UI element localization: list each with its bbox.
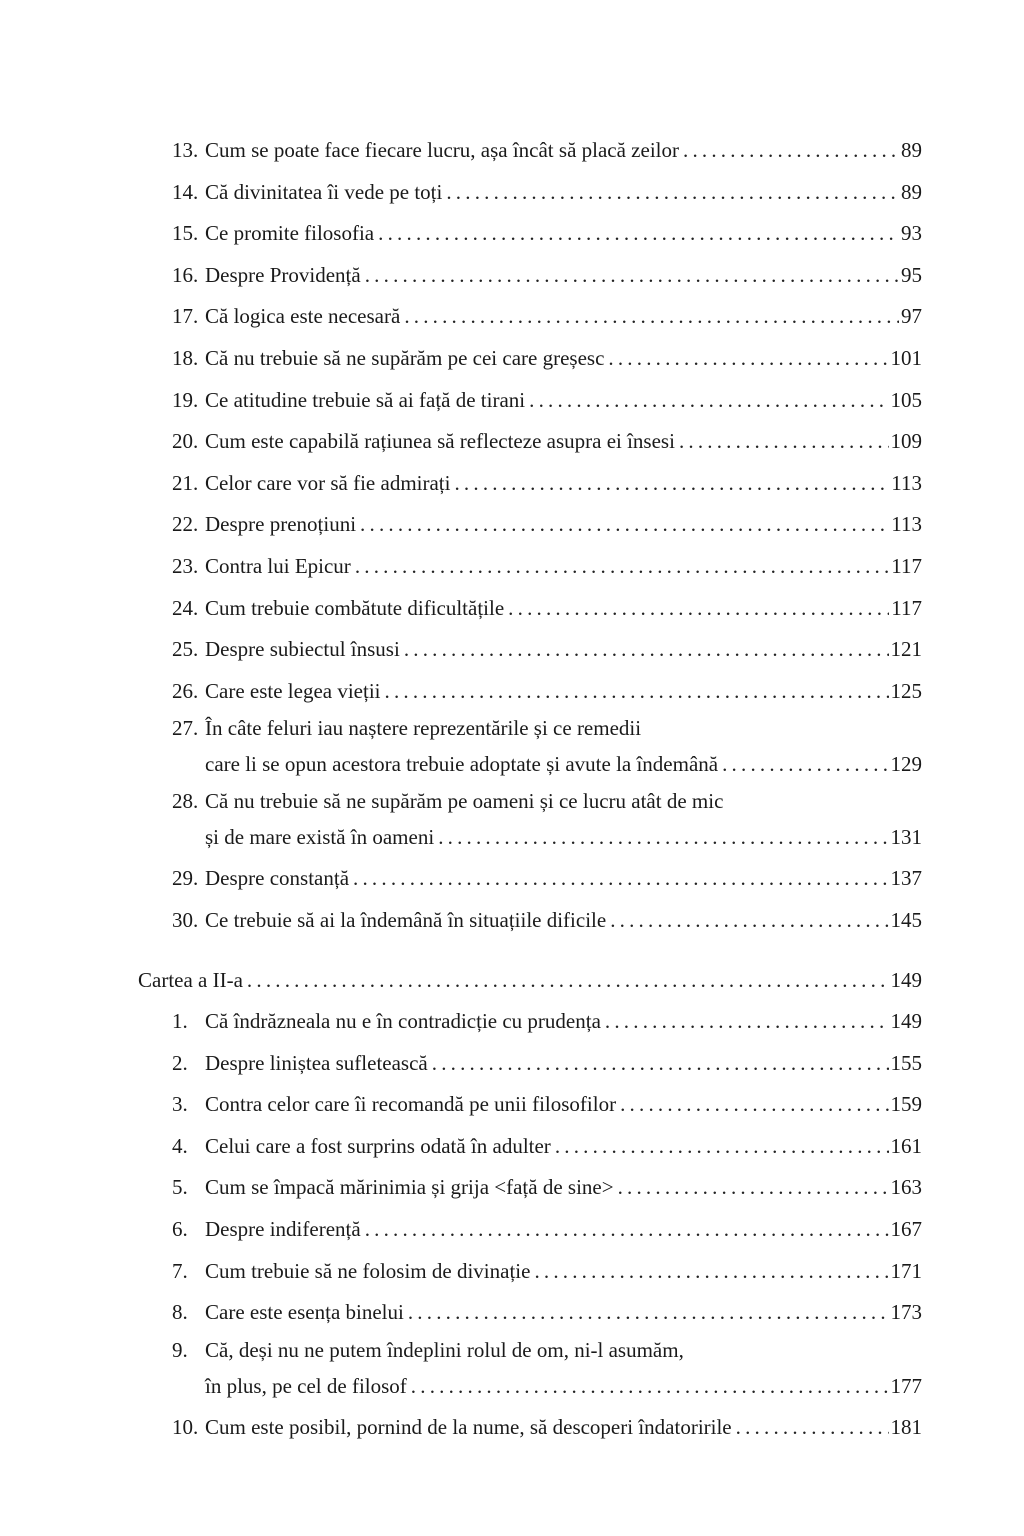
toc-entry	[0, 1084, 1024, 1126]
toc-entry	[0, 629, 1024, 671]
entry-title: Despre Providență	[205, 255, 365, 297]
toc-entry	[0, 338, 1024, 380]
entry-title: Cum este capabilă rațiunea să reflecteze asupra ei însesi	[205, 421, 679, 463]
toc-entry	[0, 172, 1024, 214]
entry-title: Care este esența binelui	[205, 1292, 408, 1334]
toc-entry	[0, 785, 1024, 858]
entry-page: 121	[890, 637, 922, 662]
entry-title: Despre subiectul însusi	[205, 629, 404, 671]
entry-number: 10.	[172, 1414, 199, 1439]
entry-number: 20.	[172, 429, 199, 454]
toc-entry	[0, 255, 1024, 297]
toc-entry	[0, 213, 1024, 255]
entry-number: 4.	[172, 1133, 188, 1158]
entry-title: Ce promite filosofia	[205, 213, 378, 255]
entry-title: Celui care a fost surprins odată în adulter	[205, 1126, 555, 1168]
entry-title: Că nu trebuie să ne supărăm pe cei care greșesc	[205, 338, 608, 380]
toc-entry	[0, 463, 1024, 505]
entry-page: 129	[890, 752, 922, 777]
entry-number: 26.	[172, 678, 199, 703]
entry-number: 18.	[172, 345, 199, 370]
entry-page: 95	[901, 262, 922, 287]
entry-title: Despre liniștea sufletească	[205, 1043, 432, 1085]
entry-title: Contra celor care îi recomandă pe unii filosofilor	[205, 1084, 620, 1126]
entry-number: 30.	[172, 907, 199, 932]
entry-title: Celor care vor să fie admirați	[205, 463, 454, 505]
entry-number: 1.	[172, 1009, 188, 1034]
entry-page: 93	[901, 221, 922, 246]
entry-title: Cum se împacă mărinimia și grija <față de sine>	[205, 1167, 618, 1209]
toc-entry	[0, 1209, 1024, 1251]
entry-title-line1: Că, deși nu ne putem îndeplini rolul de om, ni-l asumăm,	[205, 1337, 684, 1362]
entry-page: 101	[890, 345, 922, 370]
entry-number: 24.	[172, 595, 199, 620]
entry-page: 159	[890, 1092, 922, 1117]
toc-entry	[0, 900, 1024, 942]
toc-entry	[0, 1251, 1024, 1293]
entry-number: 13.	[172, 138, 199, 162]
toc-entry	[0, 671, 1024, 713]
toc-entry	[0, 712, 1024, 785]
entry-page: 113	[891, 470, 922, 495]
entry-number: 7.	[172, 1258, 188, 1283]
entry-title: Contra lui Epicur	[205, 546, 355, 588]
entry-title-line1: Că nu trebuie să ne supărăm pe oameni și ce lucru atât de mic	[205, 789, 724, 814]
entry-title: Despre prenoțiuni	[205, 504, 360, 546]
entry-title-line2: care li se opun acestora trebuie adoptate și avute la îndemână	[205, 744, 722, 785]
entry-title: Despre indiferență	[205, 1209, 365, 1251]
toc-entry	[0, 1043, 1024, 1085]
toc-entry	[0, 588, 1024, 630]
entry-page: 89	[901, 179, 922, 204]
entry-number: 17.	[172, 304, 199, 329]
entry-number: 16.	[172, 262, 199, 287]
entry-number: 2.	[172, 1050, 188, 1075]
entry-title: Ce trebuie să ai la îndemână în situațiile dificile	[205, 900, 610, 942]
toc-entry	[0, 380, 1024, 422]
entry-page: 89	[901, 138, 922, 162]
entry-number: 14.	[172, 179, 199, 204]
entry-page: 181	[890, 1414, 922, 1439]
entry-title: Care este legea vieții	[205, 671, 385, 713]
entry-page: 171	[890, 1258, 922, 1283]
entry-page: 145	[890, 907, 922, 932]
toc-entry	[0, 130, 1024, 172]
toc-entry	[0, 1292, 1024, 1334]
entry-number: 23.	[172, 553, 199, 578]
entry-page: 177	[890, 1373, 922, 1398]
entry-title: Cum este posibil, pornind de la nume, să descoperi îndatoririle	[205, 1407, 736, 1449]
entry-title: Cum se poate face fiecare lucru, așa încât să placă zeilor	[205, 130, 683, 172]
toc-entry	[0, 1126, 1024, 1168]
toc-entry	[0, 1001, 1024, 1043]
entry-title: Că divinitatea îi vede pe toți	[205, 172, 446, 214]
entry-page: 167	[890, 1217, 922, 1242]
entry-number: 9.	[172, 1337, 188, 1362]
toc-entry	[0, 421, 1024, 463]
book-page: 149	[890, 967, 922, 992]
entry-title: Că logica este necesară	[205, 296, 404, 338]
entry-page: 163	[890, 1175, 922, 1200]
entry-number: 27.	[172, 716, 199, 741]
entry-page: 117	[891, 595, 922, 620]
entry-page: 109	[890, 429, 922, 454]
entry-page: 97	[901, 304, 922, 329]
book-title: Cartea a II-a	[138, 960, 247, 1002]
entry-page: 161	[890, 1133, 922, 1158]
entry-number: 3.	[172, 1092, 188, 1117]
entry-number: 6.	[172, 1217, 188, 1242]
entry-page: 173	[890, 1300, 922, 1325]
book-heading	[0, 960, 1024, 1002]
toc-entry	[0, 1167, 1024, 1209]
toc-entry	[0, 1334, 1024, 1407]
entry-page: 131	[890, 825, 922, 850]
entry-number: 29.	[172, 866, 199, 891]
toc-entry	[0, 504, 1024, 546]
entry-page: 137	[890, 866, 922, 891]
entry-number: 22.	[172, 512, 199, 537]
entry-page: 117	[891, 553, 922, 578]
entry-page: 125	[890, 678, 922, 703]
entry-page: 155	[890, 1050, 922, 1075]
entry-number: 21.	[172, 470, 199, 495]
entry-page: 149	[890, 1009, 922, 1034]
toc-entry	[0, 296, 1024, 338]
entry-page: 105	[890, 387, 922, 412]
entry-title-line1: În câte feluri iau naștere reprezentările și ce remedii	[205, 716, 642, 741]
entry-title-line2: și de mare există în oameni	[205, 817, 438, 858]
entry-number: 5.	[172, 1175, 188, 1200]
table-of-contents	[0, 130, 1024, 1448]
entry-number: 25.	[172, 637, 199, 662]
entry-title: Că îndrăzneala nu e în contradicție cu prudența	[205, 1001, 605, 1043]
entry-title: Cum trebuie să ne folosim de divinație	[205, 1251, 534, 1293]
entry-title-line2: în plus, pe cel de filosof	[205, 1366, 411, 1407]
toc-entry	[0, 858, 1024, 900]
entry-number: 8.	[172, 1300, 188, 1325]
entry-page: 113	[891, 512, 922, 537]
entry-title: Ce atitudine trebuie să ai față de tirani	[205, 380, 529, 422]
entry-number: 19.	[172, 387, 199, 412]
entry-title: Despre constanță	[205, 858, 353, 900]
entry-number: 15.	[172, 221, 199, 246]
entry-number: 28.	[172, 789, 199, 814]
entry-title: Cum trebuie combătute dificultățile	[205, 588, 508, 630]
toc-entry	[0, 1407, 1024, 1449]
toc-entry	[0, 546, 1024, 588]
